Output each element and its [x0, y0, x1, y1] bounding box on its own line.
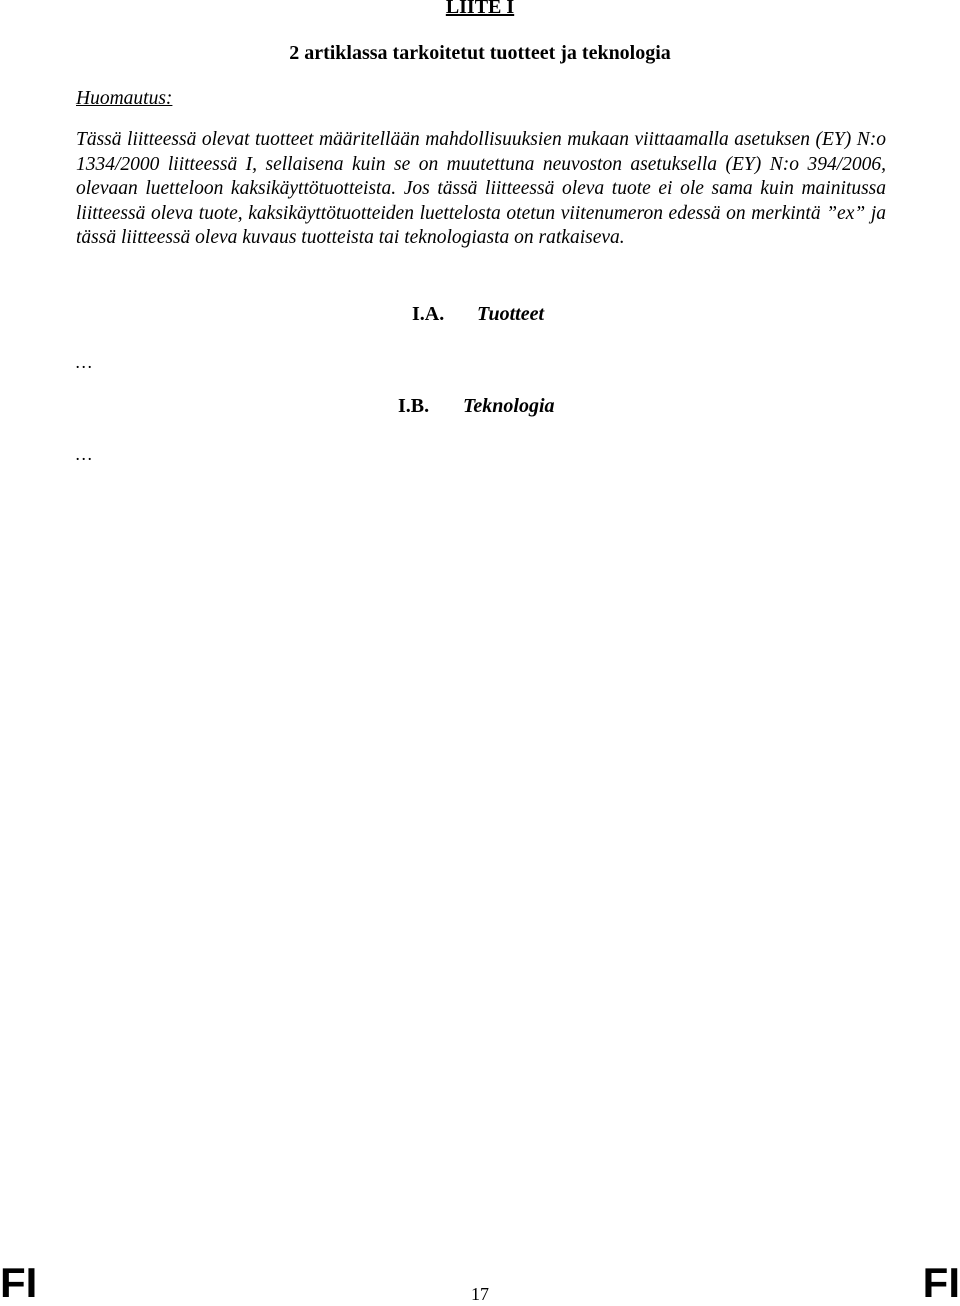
section-a-number: I.A.: [412, 303, 445, 325]
annex-title: LIITE I: [445, 0, 515, 18]
section-b-title: Teknologia: [463, 395, 555, 417]
section-a-ellipsis: …: [76, 352, 93, 372]
note-label: Huomautus:: [76, 88, 173, 109]
page-number: 17: [471, 1284, 489, 1304]
document-title: 2 artiklassa tarkoitetut tuotteet ja teknologia: [289, 42, 671, 64]
section-b-ellipsis: …: [76, 444, 93, 464]
footer-language-left: FI: [0, 1259, 38, 1306]
note-text: Tässä liitteessä olevat tuotteet määritellään mahdollisuuksien mukaan viittaamalla asetuksen (EY) N:o 1334/2000 liitteessä I, sellaisena kuin se on muutettuna neuvoston asetuksella (EY) N:o 394/2006, olevaan luetteloon kaksikäyttötuotteista. Jos tässä liitteessä oleva tuote ei ole sama kuin mainitussa liitteessä oleva tuote, kaksikäyttötuotteiden luettelosta otetun viitenumeron edessä on merkintä ”ex” ja tässä liitteessä oleva kuvaus tuotteista tai teknologiasta on ratkaiseva.: [76, 129, 886, 249]
section-a-title: Tuotteet: [477, 303, 545, 325]
footer-language-right: FI: [922, 1259, 960, 1306]
section-b-number: I.B.: [398, 395, 430, 417]
